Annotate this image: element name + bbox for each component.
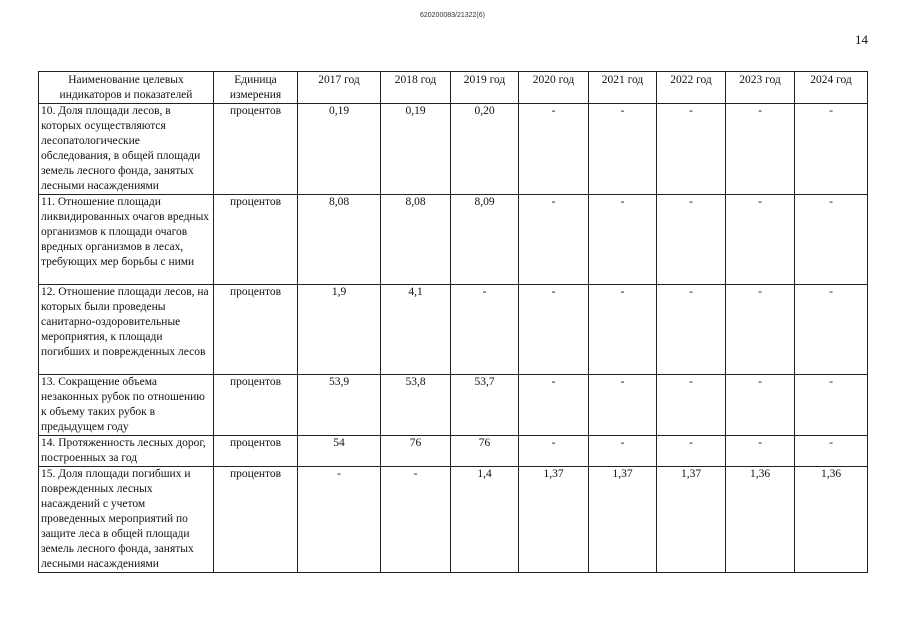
header-indicator-name: Наименование целевых индикаторов и показателей (39, 72, 214, 104)
indicator-name: 11. Отношение площади ликвидированных очагов вредных организмов к площади очагов вредных организмов в лесах, требующих мер борьбы с ними (39, 195, 214, 285)
value-2021: - (589, 375, 657, 436)
value-2020: - (519, 436, 589, 467)
unit-cell: процентов (214, 104, 298, 195)
unit-cell: процентов (214, 195, 298, 285)
value-2020: - (519, 285, 589, 375)
unit-cell: процентов (214, 467, 298, 573)
unit-cell: процентов (214, 285, 298, 375)
header-unit: Единица измерения (214, 72, 298, 104)
value-2022: 1,37 (657, 467, 726, 573)
table-row (39, 285, 868, 375)
value-2019: 53,7 (451, 375, 519, 436)
table-header-row (39, 72, 868, 104)
value-2020: 1,37 (519, 467, 589, 573)
value-2019: 8,09 (451, 195, 519, 285)
value-2021: - (589, 195, 657, 285)
header-year-2024: 2024 год (795, 72, 868, 104)
indicator-name: 13. Сокращение объема незаконных рубок по отношению к объему таких рубок в предыдущем году (39, 375, 214, 436)
value-2021: - (589, 285, 657, 375)
value-2017: 54 (298, 436, 381, 467)
value-2022: - (657, 104, 726, 195)
value-2019: 0,20 (451, 104, 519, 195)
table-row (39, 104, 868, 195)
header-year-2021: 2021 год (589, 72, 657, 104)
value-2018: 53,8 (381, 375, 451, 436)
unit-cell: процентов (214, 436, 298, 467)
value-2019: 1,4 (451, 467, 519, 573)
value-2019: - (451, 285, 519, 375)
value-2023: - (726, 375, 795, 436)
value-2022: - (657, 436, 726, 467)
value-2023: - (726, 195, 795, 285)
indicator-name: 10. Доля площади лесов, в которых осуществляются лесопатологические обследования, в общей площади земель лесного фонда, занятых лесными насаждениями (39, 104, 214, 195)
value-2023: - (726, 104, 795, 195)
value-2018: 0,19 (381, 104, 451, 195)
value-2021: - (589, 436, 657, 467)
unit-cell: процентов (214, 375, 298, 436)
value-2021: - (589, 104, 657, 195)
header-year-2018: 2018 год (381, 72, 451, 104)
value-2017: 0,19 (298, 104, 381, 195)
table-row (39, 467, 868, 573)
indicator-name: 15. Доля площади погибших и поврежденных лесных насаждений с учетом проведенных мероприятий по защите леса в общей площади земель лесного фонда, занятых лесными насаждениями (39, 467, 214, 573)
value-2024: - (795, 104, 868, 195)
header-year-2022: 2022 год (657, 72, 726, 104)
value-2023: 1,36 (726, 467, 795, 573)
value-2020: - (519, 104, 589, 195)
value-2017: - (298, 467, 381, 573)
document-id: 620200083/21322(6) (419, 12, 485, 19)
value-2024: - (795, 195, 868, 285)
value-2018: 8,08 (381, 195, 451, 285)
value-2024: - (795, 285, 868, 375)
header-year-2019: 2019 год (451, 72, 519, 104)
value-2024: 1,36 (795, 467, 868, 573)
value-2021: 1,37 (589, 467, 657, 573)
value-2020: - (519, 195, 589, 285)
value-2023: - (726, 285, 795, 375)
indicator-name: 14. Протяженность лесных дорог, построенных за год (39, 436, 214, 467)
value-2018: 4,1 (381, 285, 451, 375)
table-row (39, 195, 868, 285)
value-2024: - (795, 436, 868, 467)
value-2018: 76 (381, 436, 451, 467)
value-2017: 8,08 (298, 195, 381, 285)
value-2020: - (519, 375, 589, 436)
value-2022: - (657, 195, 726, 285)
value-2018: - (381, 467, 451, 573)
page-number: 14 (855, 32, 868, 47)
table-row (39, 375, 868, 436)
value-2024: - (795, 375, 868, 436)
table-row (39, 436, 868, 467)
header-year-2023: 2023 год (726, 72, 795, 104)
value-2019: 76 (451, 436, 519, 467)
header-year-2020: 2020 год (519, 72, 589, 104)
value-2017: 53,9 (298, 375, 381, 436)
value-2022: - (657, 375, 726, 436)
indicator-name: 12. Отношение площади лесов, на которых были проведены санитарно-оздоровительные мероприятия, к площади погибших и поврежденных лесов (39, 285, 214, 375)
header-year-2017: 2017 год (298, 72, 381, 104)
value-2022: - (657, 285, 726, 375)
value-2023: - (726, 436, 795, 467)
indicators-table (38, 71, 868, 573)
value-2017: 1,9 (298, 285, 381, 375)
